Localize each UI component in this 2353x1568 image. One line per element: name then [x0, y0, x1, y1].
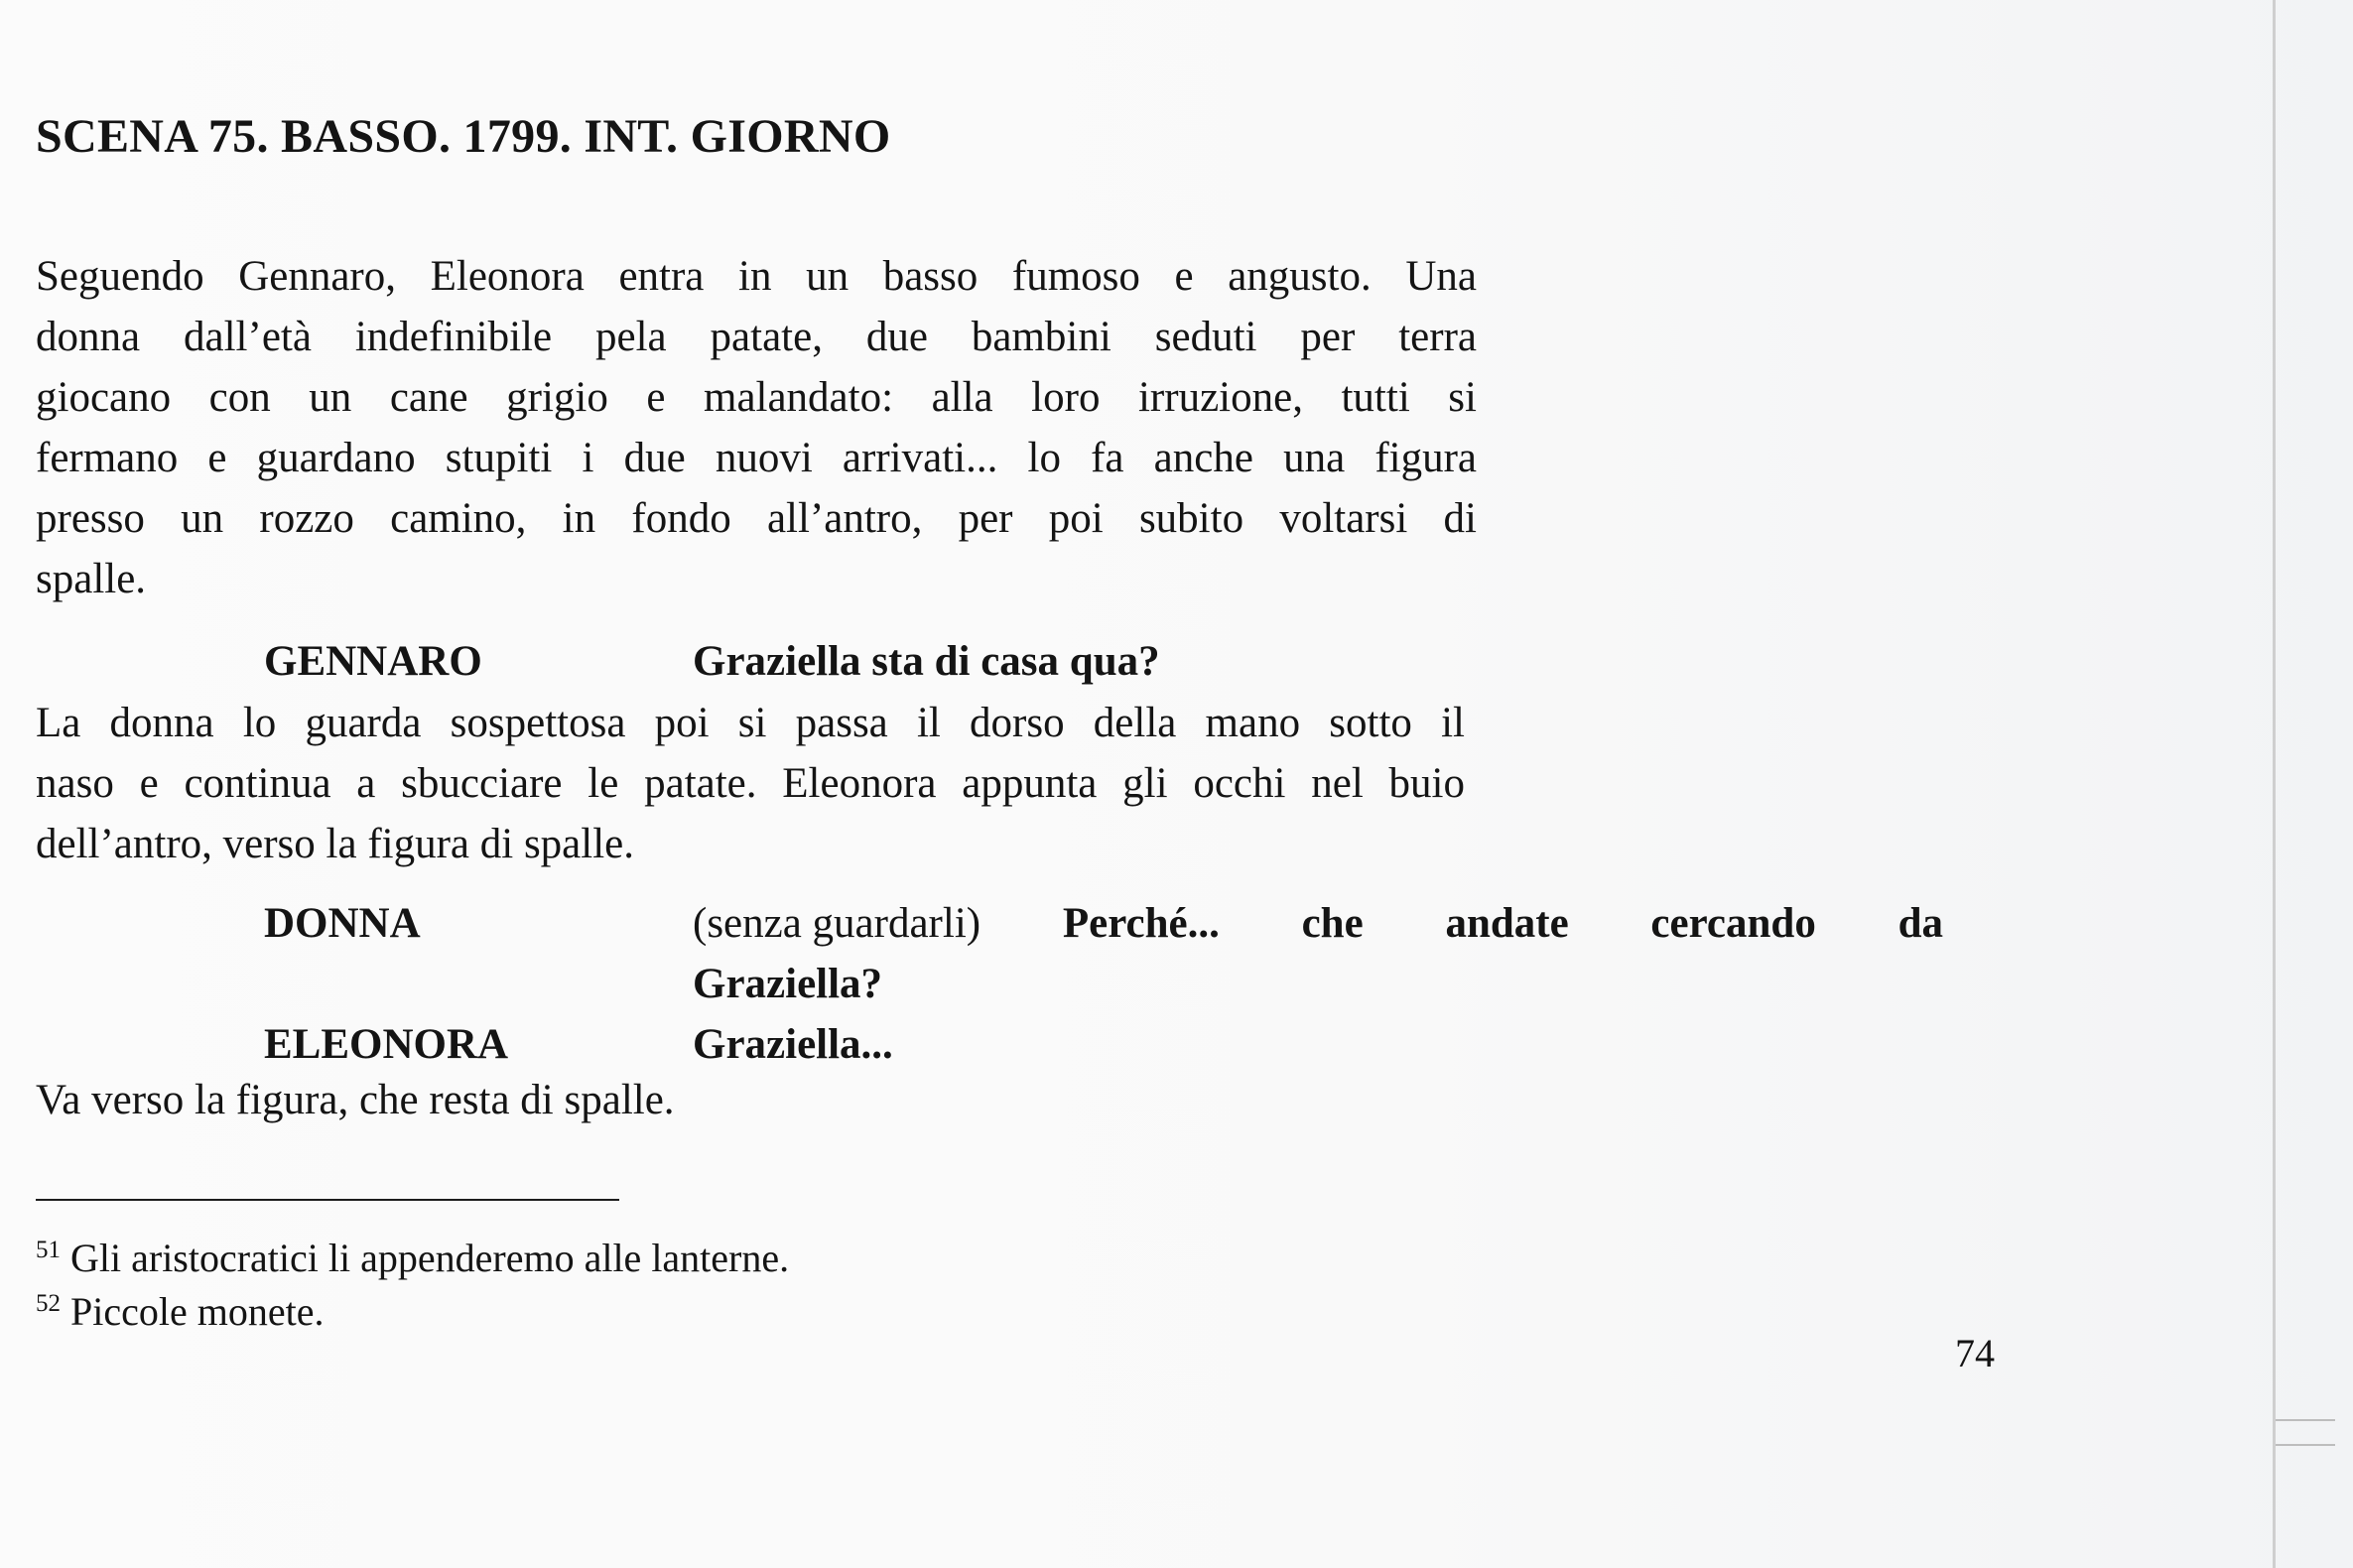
speaker-name: GENNARO [264, 638, 482, 685]
footnote [36, 1278, 324, 1338]
footnote-number: 52 [36, 1290, 61, 1317]
text-line: Seguendo Gennaro, Eleonora entra in un basso fumoso e angusto. Una [36, 253, 1477, 300]
dialogue-word: cercando [1650, 900, 1816, 947]
footnote-rule [36, 1199, 619, 1201]
text-line: giocano con un cane grigio e malandato: alla loro irruzione, tutti si [36, 374, 1477, 421]
action-paragraph [36, 246, 1477, 609]
text-line: presso un rozzo camino, in fondo all’antro, per poi subito voltarsi di [36, 495, 1477, 542]
dialogue-word: che [1301, 900, 1364, 947]
dialogue-word: andate [1445, 900, 1569, 947]
text-line: donna dall’età indefinibile pela patate, due bambini seduti per terra [36, 314, 1477, 360]
footnote-text: Gli aristocratici li appenderemo alle lanterne. [70, 1236, 790, 1280]
scene-heading: SCENA 75. BASSO. 1799. INT. GIORNO [36, 110, 891, 163]
edge-mark [2276, 1444, 2335, 1446]
dialogue-line-row [693, 893, 1943, 954]
footnote-number: 51 [36, 1237, 61, 1263]
text-line: spalle. [36, 556, 147, 602]
stage-direction: (senza guardarli) [693, 900, 981, 947]
speaker-name: ELEONORA [264, 1021, 509, 1068]
dialogue-line [693, 893, 1943, 1014]
text-line: fermano e guardano stupiti i due nuovi arrivati... lo fa anche una figura [36, 435, 1477, 481]
footnote-text: Piccole monete. [70, 1289, 325, 1334]
dialogue-word: Perché... [1062, 900, 1220, 947]
text-line: dell’antro, verso la figura di spalle. [36, 821, 634, 867]
dialogue-word: da [1897, 900, 1943, 947]
edge-mark [2276, 1419, 2335, 1421]
action-paragraph: Va verso la figura, che resta di spalle. [36, 1077, 675, 1123]
text-line: La donna lo guarda sospettosa poi si passa il dorso della mano sotto il [36, 700, 1465, 746]
dialogue-line: Graziella... [693, 1021, 893, 1068]
footnote [36, 1225, 789, 1284]
page-number: 74 [1955, 1331, 1995, 1375]
dialogue-line: Graziella sta di casa qua? [693, 638, 1160, 685]
action-paragraph [36, 693, 1465, 874]
speaker-name: DONNA [264, 900, 421, 947]
text-line: naso e continua a sbucciare le patate. Eleonora appunta gli occhi nel buio [36, 760, 1465, 807]
page-edge [2273, 0, 2276, 1568]
dialogue-line-continuation: Graziella? [693, 961, 883, 1007]
